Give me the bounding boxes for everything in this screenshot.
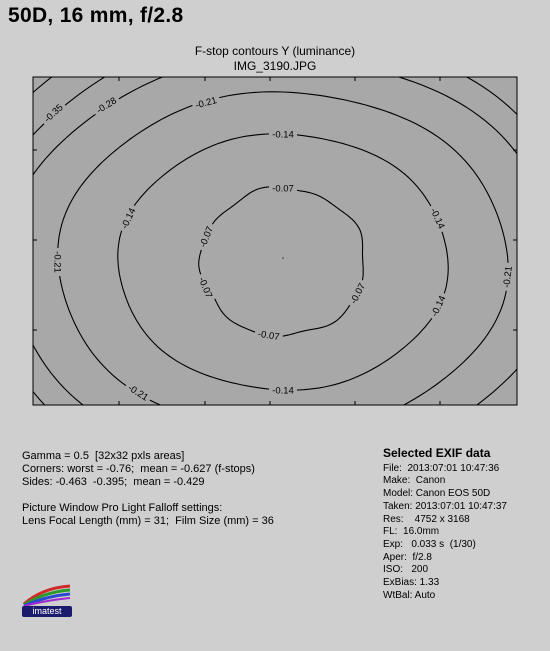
exif-row: WtBal: Auto: [383, 589, 436, 601]
svg-text:-0.07: -0.07: [195, 275, 215, 300]
svg-text:-0.21: -0.21: [51, 251, 63, 273]
pw-settings-title: Picture Window Pro Light Falloff settings:: [22, 502, 223, 514]
exif-row: ExBias: 1.33: [383, 577, 440, 589]
gamma-text: Gamma = 0.5 [32x32 pxls areas]: [22, 450, 185, 462]
exif-row: Exp: 0.033 s (1/30): [383, 538, 476, 550]
contour-label: [269, 384, 297, 397]
svg-text:-0.07: -0.07: [197, 224, 216, 250]
svg-text:-0.07: -0.07: [348, 281, 369, 306]
chart-title: F-stop contours Y (luminance): [194, 44, 356, 58]
svg-text:-0.14: -0.14: [427, 206, 447, 231]
logo-stripes-icon: [22, 584, 72, 606]
exif-title: Selected EXIF data: [383, 446, 491, 460]
contour-label: [269, 182, 297, 195]
center-marker: [282, 257, 284, 259]
chart-subtitle: IMG_3190.JPG: [233, 59, 317, 73]
exif-row: ISO: 200: [383, 564, 429, 576]
svg-text:-0.28: -0.28: [94, 95, 119, 117]
exif-row: Res: 4752 x 3168: [383, 513, 470, 525]
exif-row: Make: Canon: [383, 475, 446, 487]
imatest-logo: [22, 584, 72, 618]
svg-text:-0.07: -0.07: [257, 328, 281, 344]
exif-row: Taken: 2013:07:01 10:47:37: [383, 500, 507, 512]
stats-panel: [22, 450, 274, 528]
svg-text:-0.21: -0.21: [194, 95, 219, 112]
exif-panel: [383, 447, 507, 602]
corners-text: Corners: worst = -0.76; mean = -0.627 (f-stops): [22, 463, 255, 475]
exif-row: File: 2013:07:01 10:47:36: [383, 462, 500, 474]
svg-text:-0.14: -0.14: [272, 129, 294, 141]
svg-text:-0.35: -0.35: [42, 102, 66, 126]
svg-text:-0.07: -0.07: [272, 183, 294, 195]
svg-text:-0.14: -0.14: [272, 385, 294, 397]
logo-text: imatest: [22, 606, 72, 617]
contour-label: [52, 248, 65, 276]
exif-row: FL: 16.0mm: [383, 526, 440, 538]
exif-row: Aper: f/2.8: [383, 551, 432, 563]
contour-label: [269, 128, 297, 141]
svg-text:-0.21: -0.21: [501, 265, 515, 289]
pw-settings-values: Lens Focal Length (mm) = 31; Film Size (mm) = 36: [22, 515, 274, 527]
svg-text:-0.14: -0.14: [119, 206, 139, 231]
page-title: 50D, 16 mm, f/2.8: [8, 4, 184, 27]
exif-row: Model: Canon EOS 50D: [383, 488, 491, 500]
svg-text:-0.21: -0.21: [125, 382, 150, 404]
sides-text: Sides: -0.463 -0.395; mean = -0.429: [22, 476, 205, 488]
svg-text:-0.14: -0.14: [429, 294, 449, 319]
